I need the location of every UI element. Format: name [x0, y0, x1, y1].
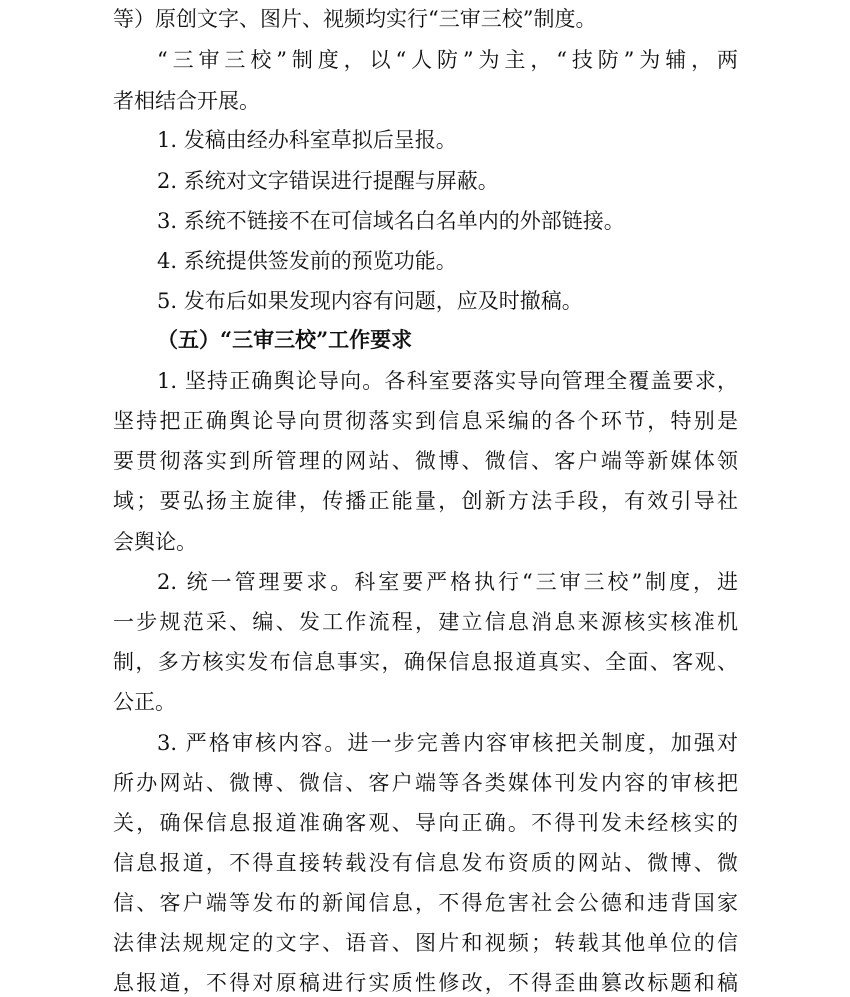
text-line: 3. 严格审核内容。进一步完善内容审核把关制度，加强对 — [157, 731, 738, 755]
text-line: 等）原创文字、图片、视频均实行“三审三校”制度。 — [113, 7, 597, 31]
text-line: 法律法规规定的文字、语音、图片和视频；转载其他单位的信 — [113, 931, 738, 955]
list-item: 2. 系统对文字错误进行提醒与屏蔽。 — [157, 169, 499, 193]
list-item: 4. 系统提供签发前的预览功能。 — [157, 249, 457, 273]
text-line: 1. 坚持正确舆论导向。各科室要落实导向管理全覆盖要求， — [157, 369, 738, 393]
text-line: 一步规范采、编、发工作流程，建立信息消息来源核实核准机 — [113, 610, 738, 634]
text-line: 要贯彻落实到所管理的网站、微博、微信、客户端等新媒体领 — [113, 449, 738, 473]
text-line: “三审三校”制度，以“人防”为主，“技防”为辅，两 — [157, 48, 738, 72]
list-item: 5. 发布后如果发现内容有问题，应及时撤稿。 — [157, 289, 583, 313]
text-line: 者相结合开展。 — [113, 89, 260, 113]
list-item: 1. 发稿由经办科室草拟后呈报。 — [157, 128, 457, 152]
text-line: 息报道，不得对原稿进行实质性修改，不得歪曲篡改标题和稿 — [113, 971, 738, 995]
text-line: 信息报道，不得直接转载没有信息发布资质的网站、微博、微 — [113, 851, 738, 875]
text-line: 2. 统一管理要求。科室要严格执行“三审三校”制度，进 — [157, 570, 738, 594]
text-line: 公正。 — [113, 690, 176, 714]
text-line: 制，多方核实发布信息事实，确保信息报道真实、全面、客观、 — [113, 650, 738, 674]
list-item: 3. 系统不链接不在可信域名白名单内的外部链接。 — [157, 209, 625, 233]
text-line: 信、客户端等发布的新闻信息，不得危害社会公德和违背国家 — [113, 891, 738, 915]
text-line: 会舆论。 — [113, 530, 197, 554]
text-line: 关，确保信息报道准确客观、导向正确。不得刊发未经核实的 — [113, 811, 738, 835]
text-line: 坚持把正确舆论导向贯彻落实到信息采编的各个环节，特别是 — [113, 409, 738, 433]
text-line: 域；要弘扬主旋律，传播正能量，创新方法手段，有效引导社 — [113, 489, 738, 513]
text-line: 所办网站、微博、微信、客户端等各类媒体刊发内容的审核把 — [113, 771, 738, 795]
section-heading: （五）“三审三校”工作要求 — [157, 327, 413, 352]
